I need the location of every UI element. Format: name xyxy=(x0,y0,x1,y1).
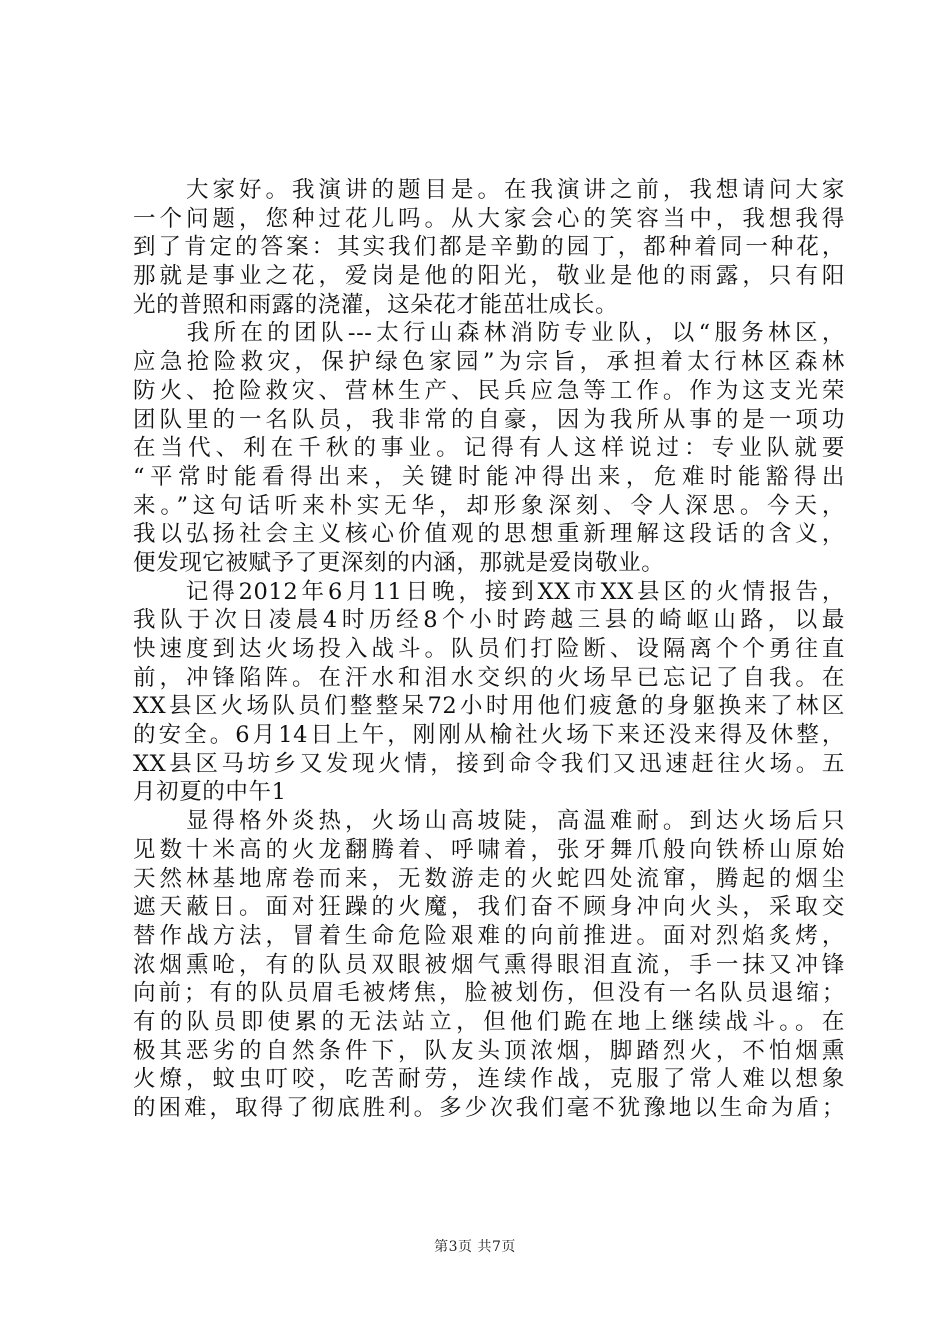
text-line: 极其恶劣的自然条件下，队友头顶浓烟，脚踏烈火，不怕烟熏 xyxy=(133,1037,845,1064)
text-line: 防火、抢险救灾、营林生产、民兵应急等工作。作为这支光荣 xyxy=(133,377,845,404)
text-line: 在当代、利在千秋的事业。记得有人这样说过：专业队就要 xyxy=(133,435,845,462)
text-line: 光的普照和雨露的浇灌，这朵花才能茁壮成长。 xyxy=(133,291,619,318)
text-line: 显得格外炎热，火场山高坡陡，高温难耐。到达火场后只 xyxy=(133,808,845,835)
text-line: 遮天蔽日。面对狂躁的火魔，我们奋不顾身冲向火头，采取交 xyxy=(133,894,845,921)
text-line: 我以弘扬社会主义核心价值观的思想重新理解这段话的含义， xyxy=(133,521,845,548)
text-line: 的困难，取得了彻底胜利。多少次我们毫不犹豫地以生命为盾； xyxy=(133,1095,845,1121)
text-line: 应急抢险救灾，保护绿色家园”为宗旨，承担着太行林区森林 xyxy=(133,349,845,376)
text-line: 到了肯定的答案：其实我们都是辛勤的园丁，都种着同一种花， xyxy=(133,234,845,261)
text-line: 大家好。我演讲的题目是。在我演讲之前，我想请问大家 xyxy=(133,177,845,203)
text-line: 团队里的一名队员，我非常的自豪，因为我所从事的是一项功 xyxy=(133,406,845,433)
text-line: 记得2012年6月11日晚，接到XX市XX县区的火情报告， xyxy=(133,578,845,605)
text-line: 见数十米高的火龙翻腾着、呼啸着，张牙舞爪般向铁桥山原始 xyxy=(133,836,845,863)
text-line: XX县区马坊乡又发现火情，接到命令我们又迅速赶往火场。五 xyxy=(133,750,845,777)
text-line: 浓烟熏呛，有的队员双眼被烟气熏得眼泪直流，手一抹又冲锋 xyxy=(133,951,845,978)
text-line: 我所在的团队---太行山森林消防专业队，以“服务林区， xyxy=(133,320,845,347)
text-line: XX县区火场队员们整整呆72小时用他们疲惫的身躯换来了林区 xyxy=(133,693,845,720)
text-line: 那就是事业之花，爱岗是他的阳光，敬业是他的雨露，只有阳 xyxy=(133,263,845,290)
text-line: 快速度到达火场投入战斗。队员们打险断、设隔离个个勇往直 xyxy=(133,636,845,662)
text-line: 的安全。6月14日上午，刚刚从榆社火场下来还没来得及休整， xyxy=(133,722,845,749)
text-line: 便发现它被赋予了更深刻的内涵，那就是爱岗敬业。 xyxy=(133,549,665,576)
text-line: 替作战方法，冒着生命危险艰难的向前推进。面对烈焰炙烤， xyxy=(133,922,845,949)
text-line: 月初夏的中午1 xyxy=(133,779,287,806)
text-line: 我队于次日凌晨4时历经8个小时跨越三县的崎岖山路，以最 xyxy=(133,607,845,634)
text-line: 天然林基地席卷而来，无数游走的火蛇四处流窜，腾起的烟尘 xyxy=(133,865,845,892)
text-line: 来。”这句话听来朴实无华，却形象深刻、令人深思。今天， xyxy=(133,492,845,519)
text-line: 一个问题，您种过花儿吗。从大家会心的笑容当中，我想我得 xyxy=(133,205,845,232)
speech-body xyxy=(133,176,845,1123)
text-line: 火燎，蚊虫叮咬，吃苦耐劳，连续作战，克服了常人难以想象 xyxy=(133,1066,845,1093)
page-footer: 第3页 共7页 xyxy=(434,1239,516,1255)
text-line: “平常时能看得出来，关键时能冲得出来，危难时能豁得出 xyxy=(133,463,845,490)
text-line: 前，冲锋陷阵。在汗水和泪水交织的火场早已忘记了自我。在 xyxy=(133,664,845,691)
text-line: 有的队员即使累的无法站立，但他们跪在地上继续战斗。。在 xyxy=(133,1008,845,1035)
text-line: 向前；有的队员眉毛被烤焦，脸被划伤，但没有一名队员退缩； xyxy=(133,980,845,1007)
